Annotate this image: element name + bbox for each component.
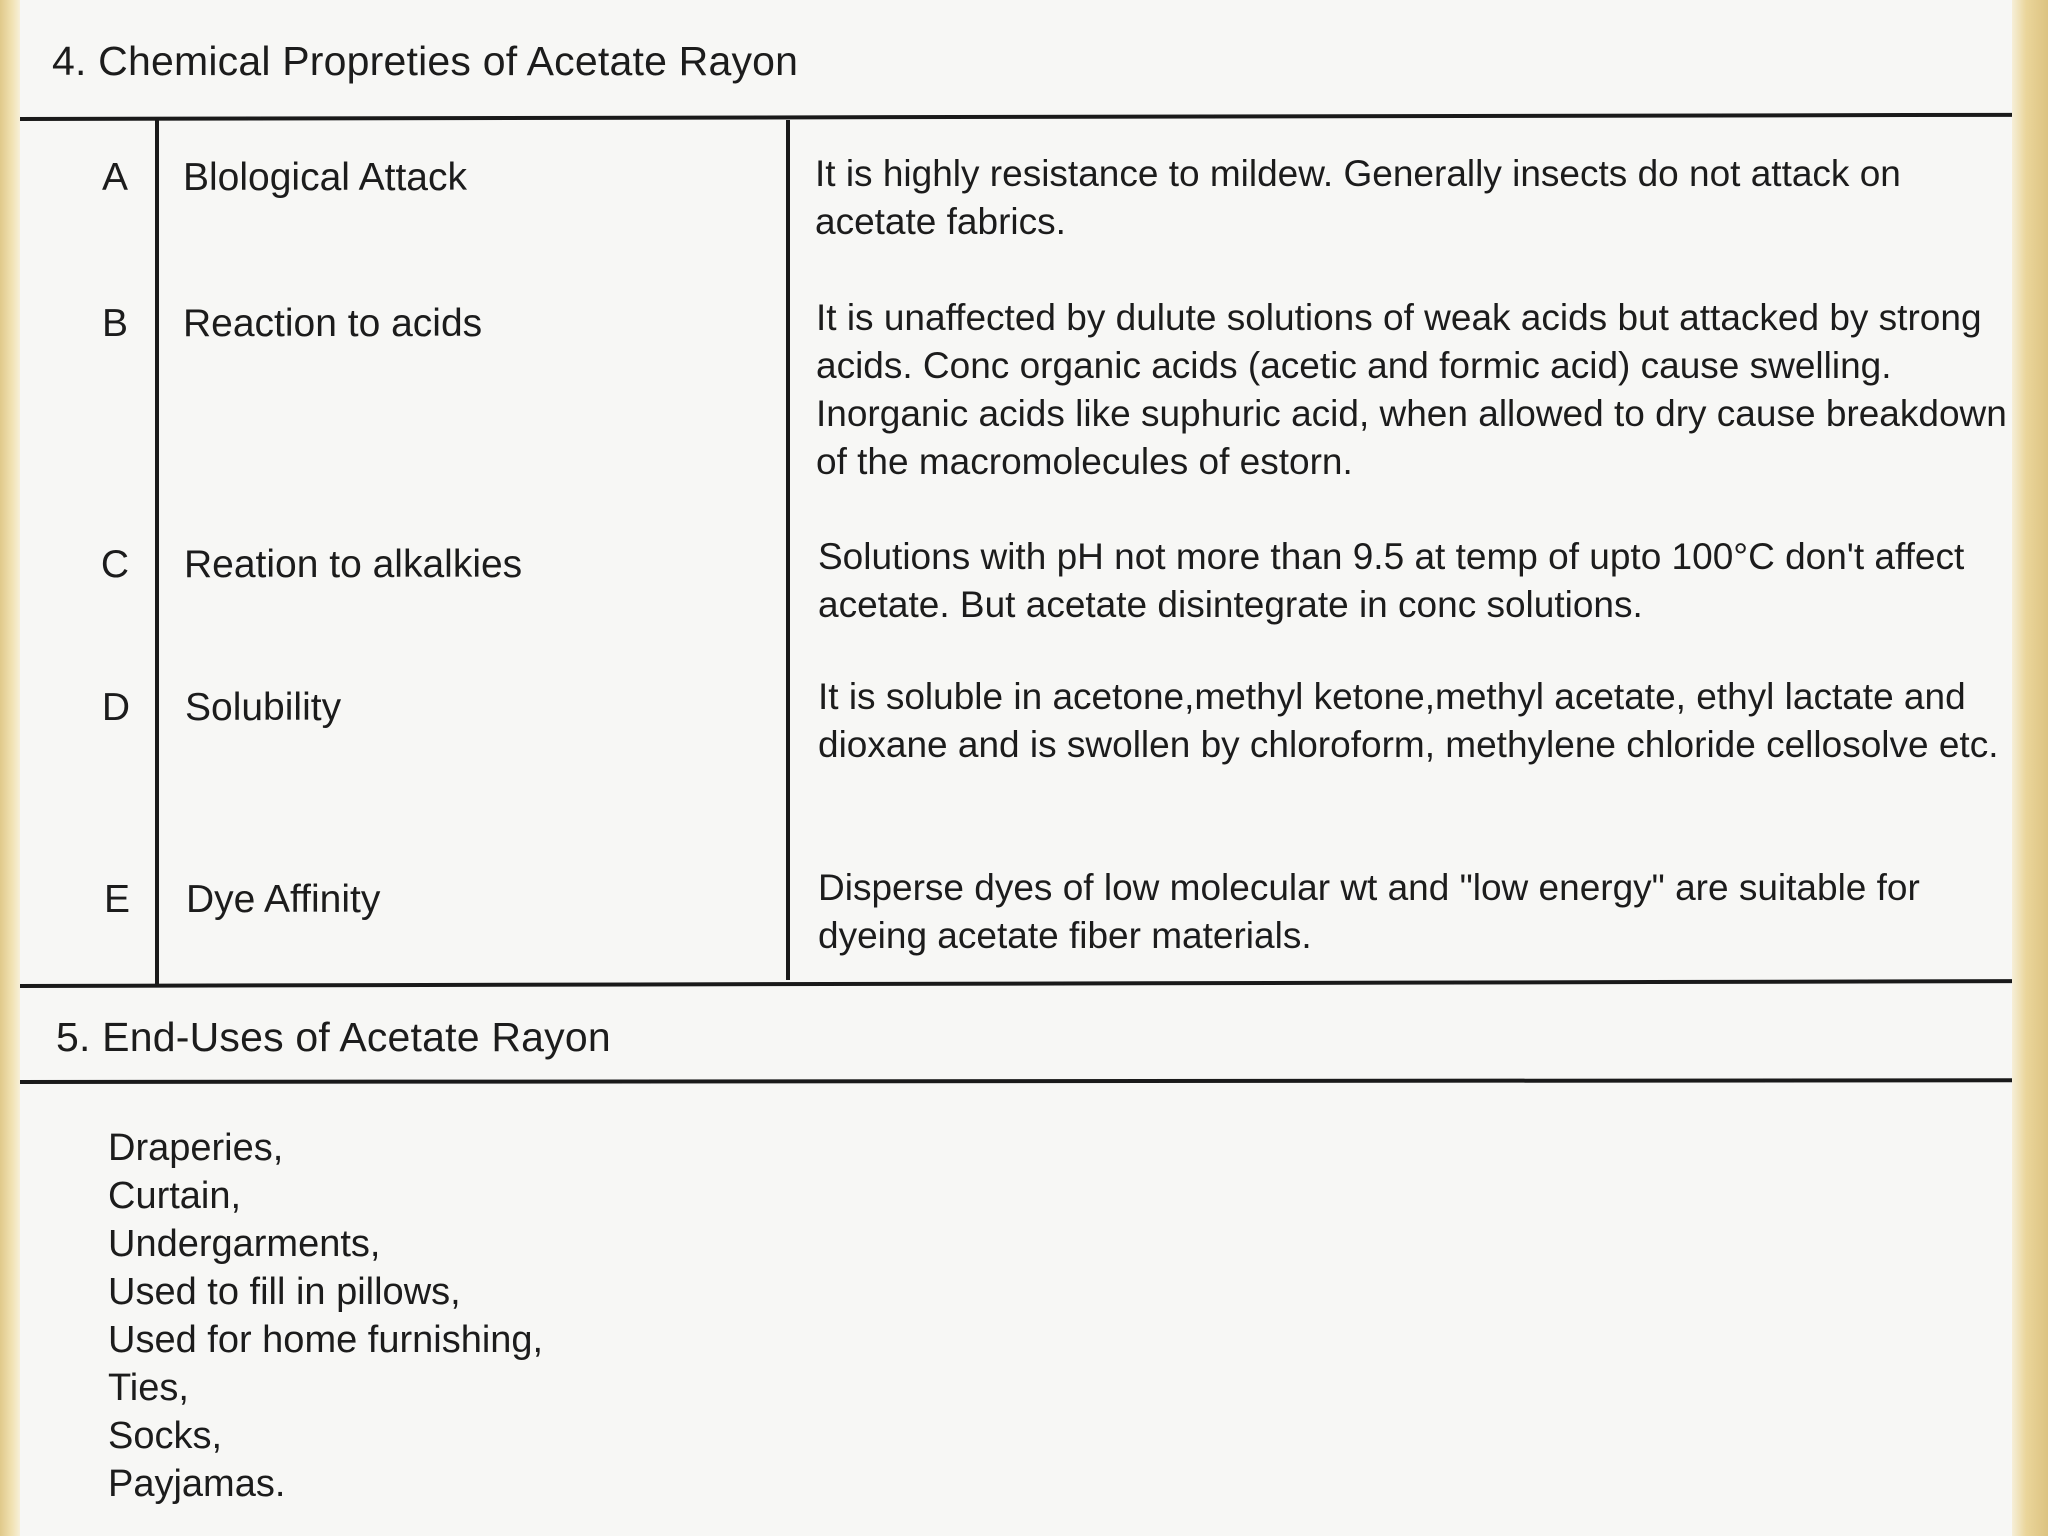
page-border-right (2012, 0, 2048, 1536)
list-item: Payjamas. (108, 1463, 286, 1505)
row-property: Reaction to acids (183, 302, 483, 345)
row-description: Disperse dyes of low molecular wt and "low energy" are suitable for dyeing acetate fiber materials. (818, 867, 1920, 956)
row-description: It is highly resistance to mildew. Generally insects do not attack on acetate fabrics. (815, 153, 1901, 242)
row-description: Solutions with pH not more than 9.5 at temp of upto 100°C don't affect acetate. But acetate disintegrate in conc solutions. (818, 536, 1965, 625)
list-item: Used to fill in pillows, (108, 1271, 461, 1313)
row-property: Blological Attack (183, 156, 467, 199)
list-item: Curtain, (108, 1175, 242, 1217)
list-item: Draperies, (108, 1127, 284, 1169)
table-column-divider-2 (786, 120, 790, 980)
list-item: Undergarments, (108, 1223, 381, 1265)
list-item: Ties, (108, 1367, 189, 1409)
table-column-divider-1 (155, 120, 159, 986)
row-property: Solubility (185, 686, 342, 729)
section-5-rule (20, 1078, 2012, 1084)
row-property: Dye Affinity (186, 878, 381, 921)
row-letter: C (100, 543, 130, 586)
list-item: Socks, (108, 1415, 223, 1457)
row-description: It is unaffected by dulute solutions of weak acids but attacked by strong acids. Conc organic acids (acetic and formic acid) cause swelling. Inorganic acids like suphuric acid, when allowed to dry cause breakdown of the macromolecules of estorn. (816, 297, 2007, 482)
section-4-title: 4. Chemical Propreties of Acetate Rayon (52, 38, 799, 84)
table-top-rule (20, 113, 2012, 121)
section-5-title: 5. End-Uses of Acetate Rayon (56, 1014, 611, 1060)
document-page (20, 0, 2012, 1536)
table-bottom-rule (20, 979, 2012, 988)
row-letter: E (103, 878, 130, 921)
row-letter: A (101, 156, 128, 199)
list-item: Used for home furnishing, (108, 1319, 544, 1361)
row-letter: D (101, 686, 131, 729)
end-uses-list (108, 1124, 543, 1508)
page-border-left (0, 0, 20, 1536)
row-description: It is soluble in acetone,methyl ketone,methyl acetate, ethyl lactate and dioxane and is swollen by chloroform, methylene chloride cellosolve etc. (818, 676, 1999, 765)
row-letter: B (101, 302, 128, 345)
row-property: Reation to alkalkies (184, 543, 523, 586)
